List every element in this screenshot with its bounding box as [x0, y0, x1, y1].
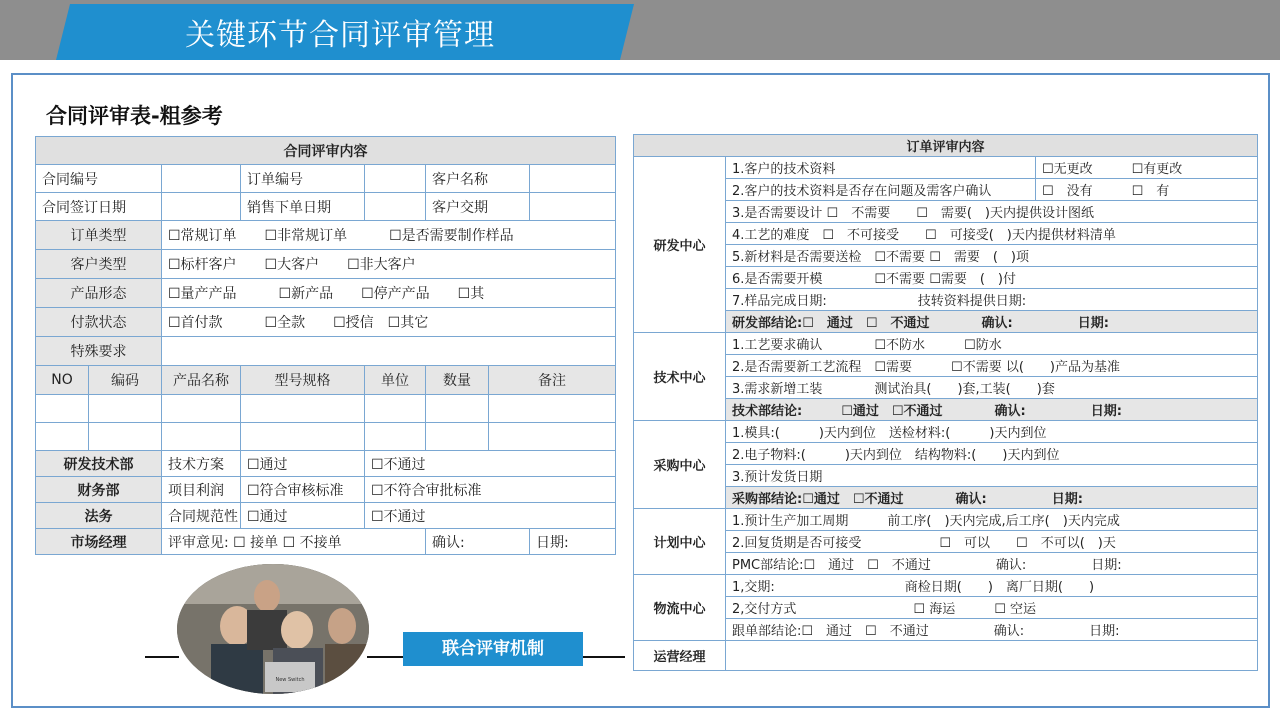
- plan-row-2[interactable]: 2.回复货期是否可接受 ☐ 可以 ☐ 不可以( )天: [726, 531, 1258, 553]
- rd-item: 技术方案: [162, 451, 241, 477]
- col-unit: 单位: [365, 366, 426, 395]
- col-code: 编码: [89, 366, 162, 395]
- product-form-label: 产品形态: [36, 279, 162, 308]
- logistics-center-label: 物流中心: [634, 575, 726, 641]
- joint-review-badge: 联合评审机制: [403, 632, 583, 666]
- team-photo: [177, 564, 369, 694]
- legal-pass[interactable]: ☐通过: [241, 503, 365, 529]
- tech-conclusion[interactable]: 技术部结论: ☐通过 ☐不通过 确认: 日期:: [726, 399, 1258, 421]
- table-row[interactable]: [36, 395, 616, 423]
- contract-no-label: 合同编号: [36, 165, 162, 193]
- rd-row-6[interactable]: 6.是否需要开模 ☐不需要 ☐需要 ( )付: [726, 267, 1258, 289]
- customer-name-label: 客户名称: [426, 165, 530, 193]
- col-product-name: 产品名称: [162, 366, 241, 395]
- order-no-value[interactable]: [365, 165, 426, 193]
- col-qty: 数量: [426, 366, 489, 395]
- market-opinion[interactable]: 评审意见: ☐ 接单 ☐ 不接单: [162, 529, 426, 555]
- customer-type-options[interactable]: ☐标杆客户 ☐大客户 ☐非大客户: [162, 250, 616, 279]
- order-type-label: 订单类型: [36, 221, 162, 250]
- finance-label: 财务部: [36, 477, 162, 503]
- product-form-options[interactable]: ☐量产产品 ☐新产品 ☐停产产品 ☐其: [162, 279, 616, 308]
- rd-row-4[interactable]: 4.工艺的难度 ☐ 不可接受 ☐ 可接受( )天内提供材料清单: [726, 223, 1258, 245]
- purchase-center-label: 采购中心: [634, 421, 726, 509]
- rd-center-label: 研发中心: [634, 157, 726, 333]
- col-remark: 备注: [489, 366, 616, 395]
- rd-dept-label: 研发技术部: [36, 451, 162, 477]
- order-type-options[interactable]: ☐常规订单 ☐非常规订单 ☐是否需要制作样品: [162, 221, 616, 250]
- market-label: 市场经理: [36, 529, 162, 555]
- laptop-label: New Switch: [275, 677, 305, 683]
- order-review-table: [633, 134, 1258, 671]
- legal-item: 合同规范性: [162, 503, 241, 529]
- plan-center-label: 计划中心: [634, 509, 726, 575]
- tech-row-1[interactable]: 1.工艺要求确认 ☐不防水 ☐防水: [726, 333, 1258, 355]
- ops-manager-value[interactable]: [726, 641, 1258, 671]
- divider-line-left: [145, 656, 179, 658]
- payment-label: 付款状态: [36, 308, 162, 337]
- sign-date-label: 合同签订日期: [36, 193, 162, 221]
- tech-row-2[interactable]: 2.是否需要新工艺流程 ☐需要 ☐不需要 以( )产品为基准: [726, 355, 1258, 377]
- plan-row-1[interactable]: 1.预计生产加工周期 前工序( )天内完成,后工序( )天内完成: [726, 509, 1258, 531]
- purchase-conclusion[interactable]: 采购部结论:☐通过 ☐不通过 确认: 日期:: [726, 487, 1258, 509]
- plan-conclusion[interactable]: PMC部结论:☐ 通过 ☐ 不通过 确认: 日期:: [726, 553, 1258, 575]
- payment-options[interactable]: ☐首付款 ☐全款 ☐授信 ☐其它: [162, 308, 616, 337]
- page-title: 关键环节合同评审管理: [185, 18, 495, 53]
- logistics-row-1[interactable]: 1,交期: 商检日期( ) 离厂日期( ): [726, 575, 1258, 597]
- contract-review-table: [35, 136, 616, 555]
- rd-row-3[interactable]: 3.是否需要设计 ☐ 不需要 ☐ 需要( )天内提供设计图纸: [726, 201, 1258, 223]
- table-row[interactable]: [36, 423, 616, 451]
- finance-item: 项目利润: [162, 477, 241, 503]
- col-model: 型号规格: [241, 366, 365, 395]
- special-value[interactable]: [162, 337, 616, 366]
- order-table-title: 订单评审内容: [634, 135, 1258, 157]
- legal-fail[interactable]: ☐不通过: [365, 503, 616, 529]
- ops-manager-label: 运营经理: [634, 641, 726, 671]
- customer-delivery-value[interactable]: [530, 193, 616, 221]
- rd-row-7[interactable]: 7.样品完成日期: 技转资料提供日期:: [726, 289, 1258, 311]
- tech-row-3[interactable]: 3.需求新增工装 测试治具( )套,工装( )套: [726, 377, 1258, 399]
- rd-row-1-opts[interactable]: ☐无更改 ☐有更改: [1036, 157, 1258, 179]
- rd-row-2-opts[interactable]: ☐ 没有 ☐ 有: [1036, 179, 1258, 201]
- rd-fail[interactable]: ☐不通过: [365, 451, 616, 477]
- market-confirm: 确认:: [426, 529, 530, 555]
- sales-date-label: 销售下单日期: [241, 193, 365, 221]
- purchase-row-3[interactable]: 3.预计发货日期: [726, 465, 1258, 487]
- purchase-row-1[interactable]: 1.模具:( )天内到位 送检材料:( )天内到位: [726, 421, 1258, 443]
- form-subtitle: 合同评审表-粗参考: [46, 104, 223, 128]
- customer-type-label: 客户类型: [36, 250, 162, 279]
- rd-conclusion[interactable]: 研发部结论:☐ 通过 ☐ 不通过 确认: 日期:: [726, 311, 1258, 333]
- contract-no-value[interactable]: [162, 165, 241, 193]
- logistics-row-2[interactable]: 2,交付方式 ☐ 海运 ☐ 空运: [726, 597, 1258, 619]
- table-title: 合同评审内容: [36, 137, 616, 165]
- customer-delivery-label: 客户交期: [426, 193, 530, 221]
- tech-center-label: 技术中心: [634, 333, 726, 421]
- rd-row-1: 1.客户的技术资料: [726, 157, 1036, 179]
- legal-label: 法务: [36, 503, 162, 529]
- order-no-label: 订单编号: [241, 165, 365, 193]
- rd-row-2: 2.客户的技术资料是否存在问题及需客户确认: [726, 179, 1036, 201]
- sales-date-value[interactable]: [365, 193, 426, 221]
- special-label: 特殊要求: [36, 337, 162, 366]
- purchase-row-2[interactable]: 2.电子物料:( )天内到位 结构物料:( )天内到位: [726, 443, 1258, 465]
- sign-date-value[interactable]: [162, 193, 241, 221]
- rd-row-5[interactable]: 5.新材料是否需要送检 ☐不需要 ☐ 需要 ( )项: [726, 245, 1258, 267]
- finance-pass[interactable]: ☐符合审核标准: [241, 477, 365, 503]
- col-no: NO: [36, 366, 89, 395]
- market-date: 日期:: [530, 529, 616, 555]
- rd-pass[interactable]: ☐通过: [241, 451, 365, 477]
- finance-fail[interactable]: ☐不符合审批标准: [365, 477, 616, 503]
- customer-name-value[interactable]: [530, 165, 616, 193]
- logistics-conclusion[interactable]: 跟单部结论:☐ 通过 ☐ 不通过 确认: 日期:: [726, 619, 1258, 641]
